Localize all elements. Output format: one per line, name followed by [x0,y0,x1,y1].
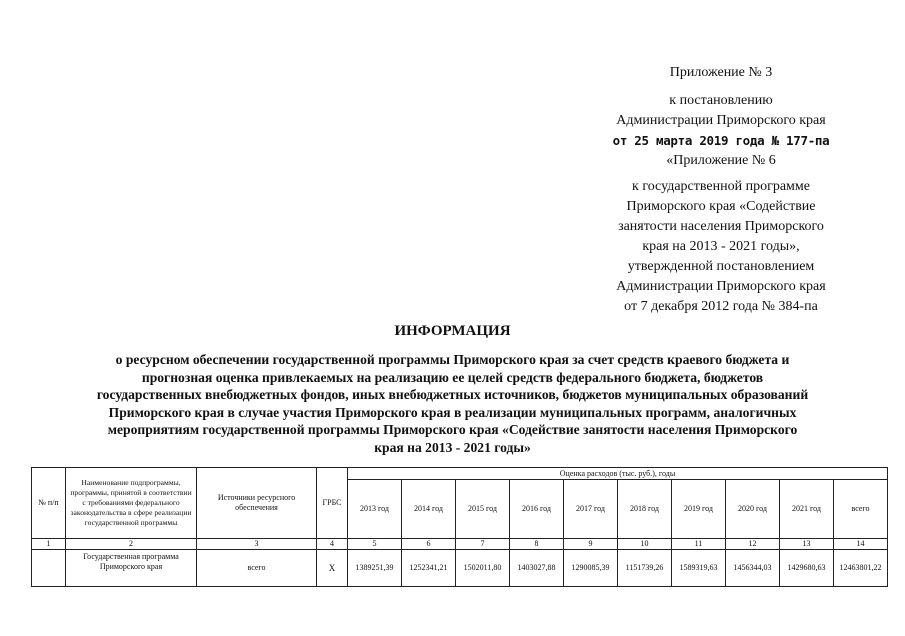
header-year: 2020 год [726,480,780,539]
row-num [32,550,66,587]
document-subtitle: о ресурсном обеспечении государственной программы Приморского края за счет средств краевого бюджета и прогнозная оценка привлекаемых на реализацию ее целей средств федерального бюджета, бюджетов государственных внебюджетных фондов, иных внебюджетных источников, бюджетов муниципальных образований Приморского края в случае участия Приморского края в реализации муниципальных программ, аналогичных мероприятиям государственной программы Приморского края «Содействие занятости населения Приморского края на 2013 - 2021 годы» [96,352,809,455]
appendix-6-line: от 7 декабря 2012 года № 384-па [624,299,818,314]
appendix-6-line: занятости населения Приморского [618,219,824,234]
appendix-6-line: утвержденной постановлением [627,259,815,274]
column-number: 1 [32,539,66,550]
column-number-row [32,539,888,550]
table-row [32,550,888,587]
header-total: всего [834,480,888,539]
decree-stamp: от 25 марта 2019 года № 177-па [612,133,830,148]
row-value: 1589319,63 [672,550,726,587]
column-number: 9 [564,539,618,550]
header-year: 2016 год [510,480,564,539]
document-title: ИНФОРМАЦИЯ [394,323,511,339]
appendix-6-line: к государственной программе [632,179,810,194]
row-source: всего [197,550,317,587]
row-name: Государственная программа Приморского края [66,550,197,587]
row-value: 1290085,39 [564,550,618,587]
appendix-3-title: Приложение № 3 [669,65,773,80]
row-value: 1252341,21 [402,550,456,587]
header-grbs: ГРБС [317,468,348,539]
column-number: 10 [618,539,672,550]
column-number: 7 [456,539,510,550]
column-number: 6 [402,539,456,550]
resource-table [31,467,888,587]
appendix-6-block [586,151,856,317]
row-value: 1502011,80 [456,550,510,587]
column-number: 13 [780,539,834,550]
row-value: 1456344,03 [726,550,780,587]
appendix-3-line3: Администрации Приморского края [616,113,826,128]
column-number: 12 [726,539,780,550]
column-number: 5 [348,539,402,550]
column-number: 4 [317,539,348,550]
header-year: 2013 год [348,480,402,539]
column-number: 2 [66,539,197,550]
appendix-3-line2: к постановлению [669,93,773,108]
row-grbs: Х [317,550,348,587]
header-estimate: Оценка расходов (тыс. руб.), годы [348,468,888,480]
column-number: 14 [834,539,888,550]
row-value: 1389251,39 [348,550,402,587]
row-value: 1429680,63 [780,550,834,587]
appendix-6-line: Приморского края «Содействие [626,199,816,214]
appendix-3-block [596,63,846,151]
row-total: 12463801,22 [834,550,888,587]
header-year: 2019 год [672,480,726,539]
row-value: 1151739,26 [618,550,672,587]
column-number: 8 [510,539,564,550]
header-year: 2014 год [402,480,456,539]
header-year: 2017 год [564,480,618,539]
header-year: 2015 год [456,480,510,539]
appendix-6-line: Администрации Приморского края [616,279,826,294]
header-name: Наименование подпрограммы, программы, принятой в соответствии с требованиями федерального законодательства в сфере реализации государственной программы [66,468,197,539]
header-year: 2018 год [618,480,672,539]
column-number: 11 [672,539,726,550]
header-year: 2021 год [780,480,834,539]
header-sources: Источники ресурсного обеспечения [197,468,317,539]
appendix-6-line: края на 2013 - 2021 годы», [642,239,800,254]
row-value: 1403027,88 [510,550,564,587]
header-num: № п/п [32,468,66,539]
column-number: 3 [197,539,317,550]
appendix-6-title: «Приложение № 6 [666,153,776,168]
